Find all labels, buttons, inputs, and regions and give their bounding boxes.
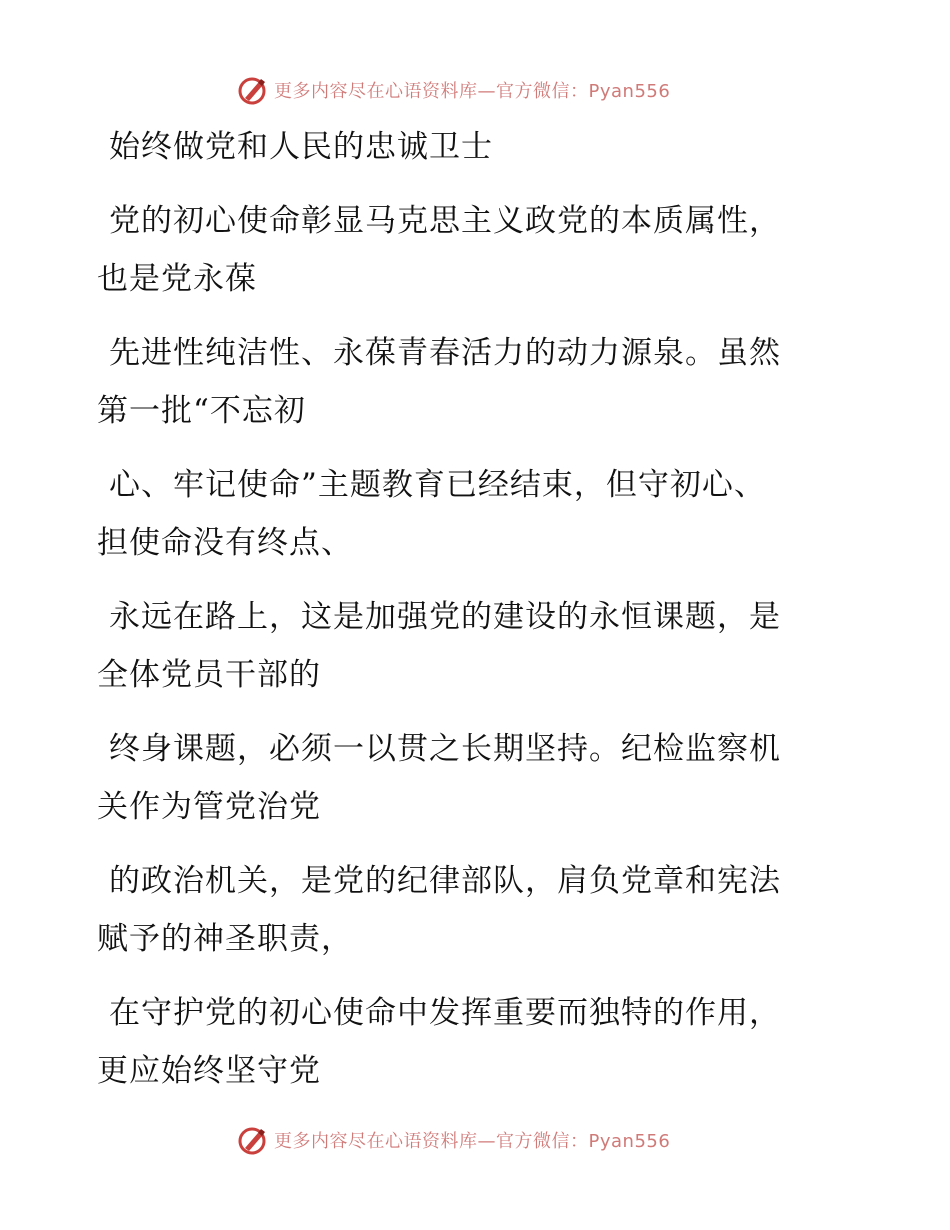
paragraph-line: 终身课题，必须一以贯之长期坚持。纪检监察机 — [109, 731, 781, 767]
document-title: 始终做党和人民的忠诚卫士 — [109, 129, 493, 165]
paragraph-line: 担使命没有终点、 — [97, 525, 353, 561]
paragraph — [97, 588, 857, 704]
pen-nib-circle-logo — [236, 74, 268, 106]
paragraph-line: 在守护党的初心使命中发挥重要而独特的作用， — [109, 995, 781, 1031]
header-watermark — [236, 73, 670, 107]
paragraph — [97, 324, 857, 440]
pen-nib-circle-logo — [236, 1124, 268, 1156]
watermark-text: 更多内容尽在心语资料库—官方微信：Pyan556 — [274, 81, 671, 102]
paragraph-line: 全体党员干部的 — [97, 657, 321, 693]
paragraph-line: 赋予的神圣职责， — [97, 921, 353, 957]
paragraph — [97, 192, 857, 308]
document-body — [97, 118, 857, 1116]
paragraph-line: 关作为管党治党 — [97, 789, 321, 825]
footer-watermark — [236, 1123, 670, 1157]
paragraph — [97, 720, 857, 836]
paragraph-line: 也是党永葆 — [97, 261, 257, 297]
paragraph — [97, 456, 857, 572]
paragraph-line: 第一批“不忘初 — [97, 393, 306, 429]
paragraph-line: 更应始终坚守党 — [97, 1053, 321, 1089]
paragraph-line: 党的初心使命彰显马克思主义政党的本质属性， — [109, 203, 781, 239]
paragraph — [97, 984, 857, 1100]
watermark-text: 更多内容尽在心语资料库—官方微信：Pyan556 — [274, 1131, 671, 1152]
paragraph — [97, 852, 857, 968]
paragraph-line: 的政治机关，是党的纪律部队，肩负党章和宪法 — [109, 863, 781, 899]
paragraph-line: 先进性纯洁性、永葆青春活力的动力源泉。虽然 — [109, 335, 781, 371]
paragraph-line: 永远在路上，这是加强党的建设的永恒课题，是 — [109, 599, 781, 635]
paragraph-line: 心、牢记使命”主题教育已经结束，但守初心、 — [109, 467, 766, 503]
